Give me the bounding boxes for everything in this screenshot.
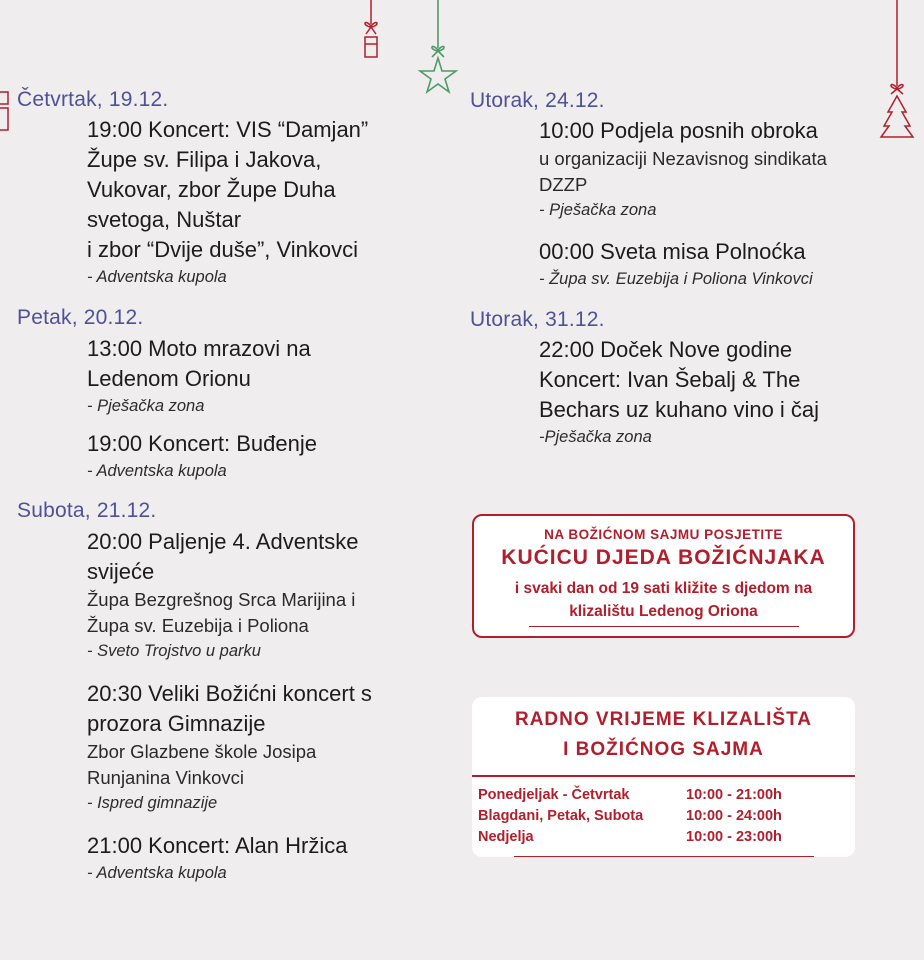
event-item [87, 429, 317, 483]
event-item [87, 679, 372, 815]
event-title: 13:00 Moto mrazovi na [87, 336, 311, 361]
partial-ornament-icon [0, 92, 8, 130]
hours-box-title: RADNO VRIJEME KLIZALIŠTA [514, 709, 813, 730]
event-title: Vukovar, zbor Župe Duha [87, 177, 336, 202]
day-header: Petak, 20.12. [17, 306, 144, 329]
event-subtitle: Župa sv. Euzebija i Poliona [87, 615, 309, 636]
info-box-title: KUĆICU DJEDA BOŽIĆNJAKA [501, 546, 826, 569]
hours-box-title: I BOŽIĆNOG SAJMA [563, 739, 764, 760]
day-header: Četvrtak, 19.12. [17, 88, 169, 111]
event-title: 10:00 Podjela posnih obroka [539, 118, 818, 143]
event-location: - Župa sv. Euzebija i Poliona Vinkovci [539, 270, 813, 288]
hours-time: 10:00 - 24:00h [686, 808, 782, 824]
day-header: Subota, 21.12. [17, 499, 157, 522]
event-item [87, 831, 347, 885]
event-title: 22:00 Doček Nove godine [539, 337, 793, 362]
event-item [87, 527, 359, 663]
event-title: svetoga, Nuštar [87, 207, 242, 232]
event-item [87, 115, 368, 289]
event-subtitle: DZZP [539, 174, 588, 195]
hours-days: Ponedjeljak - Četvrtak [478, 787, 630, 803]
event-subtitle: Runjanina Vinkovci [87, 767, 245, 788]
event-title: Bechars uz kuhano vino i čaj [539, 397, 820, 422]
event-title: 20:30 Veliki Božićni koncert s [87, 681, 372, 706]
event-title: Ledenom Orionu [87, 366, 251, 391]
hours-table [478, 785, 855, 848]
event-title: Koncert: Ivan Šebalj & The [539, 367, 801, 392]
opening-hours-box [472, 697, 855, 857]
hours-time: 10:00 - 21:00h [686, 787, 782, 803]
event-location: - Adventska kupola [87, 864, 227, 882]
event-subtitle: Zbor Glazbene škole Josipa [87, 741, 317, 762]
event-title: Župe sv. Filipa i Jakova, [87, 147, 322, 172]
event-title: 19:00 Koncert: Buđenje [87, 431, 317, 456]
hours-box-separator [472, 775, 855, 777]
event-title: 21:00 Koncert: Alan Hržica [87, 833, 348, 858]
event-subtitle: Župa Bezgrešnog Srca Marijina i [87, 589, 356, 610]
event-location: - Sveto Trojstvo u parku [87, 642, 261, 660]
info-box-heading: NA BOŽIĆNOM SAJMU POSJETITE [544, 527, 783, 542]
event-location: - Adventska kupola [87, 268, 227, 286]
hours-row [478, 827, 855, 848]
hours-row [478, 806, 855, 827]
event-location: - Ispred gimnazije [87, 794, 218, 812]
hours-row [478, 785, 855, 806]
gift-ornament-icon [365, 0, 377, 57]
event-location: - Adventska kupola [87, 462, 227, 480]
santa-house-info-box [472, 514, 855, 638]
event-title: prozora Gimnazije [87, 711, 266, 736]
event-title: 00:00 Sveta misa Polnoćka [539, 239, 806, 264]
event-item [539, 116, 827, 222]
event-item [539, 237, 813, 291]
event-title: 20:00 Paljenje 4. Adventske [87, 529, 359, 554]
event-title: i zbor “Dvije duše”, Vinkovci [87, 237, 359, 262]
event-item [539, 335, 819, 449]
event-location: -Pješačka zona [539, 428, 652, 446]
hours-time: 10:00 - 23:00h [686, 829, 782, 845]
info-box-underline [529, 626, 799, 627]
day-header: Utorak, 24.12. [470, 89, 605, 112]
star-ornament-icon [420, 0, 456, 92]
event-title: svijeće [87, 559, 155, 584]
event-location: - Pješačka zona [87, 397, 205, 415]
event-location: - Pješačka zona [539, 201, 657, 219]
hours-box-underline [514, 856, 814, 857]
hours-days: Blagdani, Petak, Subota [478, 808, 644, 824]
event-item [87, 334, 311, 418]
hours-days: Nedjelja [478, 829, 534, 845]
day-header: Utorak, 31.12. [470, 308, 605, 331]
event-subtitle: u organizaciji Nezavisnog sindikata [539, 148, 827, 169]
event-title: 19:00 Koncert: VIS “Damjan” [87, 117, 369, 142]
info-box-text: klizalištu Ledenog Oriona [569, 603, 758, 620]
tree-ornament-icon [881, 0, 913, 137]
info-box-text: i svaki dan od 19 sati kližite s djedom na [514, 580, 813, 597]
